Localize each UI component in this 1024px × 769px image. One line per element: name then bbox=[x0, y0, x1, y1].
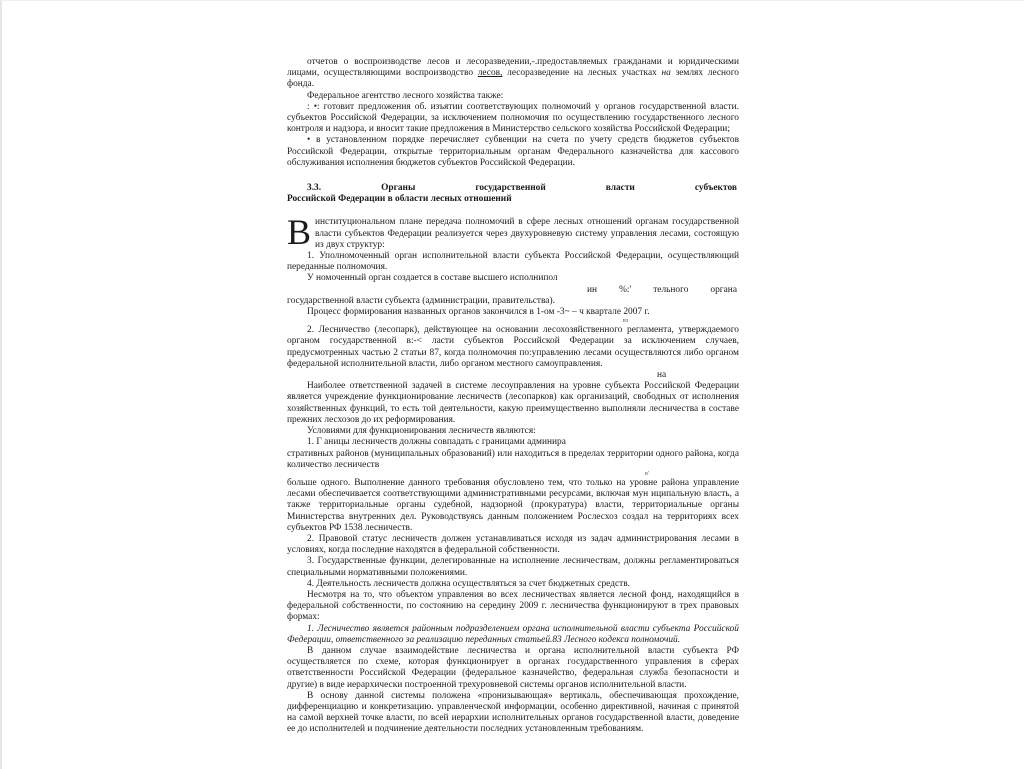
fragment-token: ин bbox=[587, 284, 598, 295]
paragraph-formation-process: Процесс формирования названных органов закончился в 1-ом -3~ – ч квартале 2007 г. bbox=[307, 307, 650, 318]
paragraph-state-functions: 3. Государственные функции, делегированные на исполнение лесничествам, должны регламентироваться специальными нормативными положениями. bbox=[287, 556, 739, 578]
heading-word: Органы bbox=[381, 183, 416, 194]
text-column bbox=[287, 1, 739, 736]
paragraph-federal-agency: Федеральное агентство лесного хозяйства также: bbox=[307, 90, 504, 101]
paragraph-authorized-body: 1. Уполномоченный орган исполнительной власти субъекта Российской Федерации, осуществляющий переданные полномочия. bbox=[287, 251, 739, 273]
section-number: 3.3. bbox=[307, 183, 322, 194]
tiny-artifact-mark: в' bbox=[645, 470, 649, 477]
paragraph-text: институциональном плане передача полномочий в сфере лесных отношений органам государственной власти субъектов Федерации реализуется через двухуровневую систему управления лесами, состоящую из двух структур: bbox=[315, 217, 739, 250]
dropcap-letter: В bbox=[287, 212, 312, 253]
text-fragment-line bbox=[587, 285, 739, 296]
paragraph-vertical-system: В основу данной системы положена «пронизывающая» вертикаль, обеспечивающая прохождение, дифференциацию и конкретизацию. управленческой информации, особенно директивной, начиная с принятой на самой верхней точке власти, по всей иерархии исполнительных органов государственной власти, доведение ее до исполнителей и подчинение деятельности последних установленным требованиям. bbox=[287, 690, 739, 735]
tiny-artifact-mark: вз bbox=[623, 318, 629, 325]
italic-text: на bbox=[661, 68, 671, 79]
paragraph-legal-form-italic: 1. Лесничество является районным подразделением органа исполнительной власти субъекта Российской Федерации, ответственного за реализацию переданных статьей.83 Лесного кодекса полномочий. bbox=[287, 623, 739, 645]
paragraph-reforestation-reports bbox=[287, 57, 739, 91]
section-heading-line2: Российской Федерации в области лесных отношений bbox=[287, 194, 512, 205]
paragraph-boundaries: 1. Г аницы лесничеств должны совпадать с границами админира bbox=[307, 437, 566, 448]
heading-word: субъектов bbox=[694, 183, 737, 194]
section-heading bbox=[287, 183, 739, 205]
paragraph-legal-status: 2. Правовой статус лесничеств должен устанавливаться исходя из задач администрирования лесами в условиях, когда последние находятся в федеральной собственности. bbox=[287, 533, 739, 556]
paragraph-budget-funds: 4. Деятельность лесничеств должна осуществляться за счет бюджетных средств. bbox=[307, 578, 631, 589]
paragraph-despite: Несмотря на то, что объектом управления во всех лесничествах является лесной фонд, находящийся в федеральной собственности, по состоянию на середину 2009 г. лесничества функционируют в трех правовых формах: bbox=[287, 589, 739, 623]
heading-word: власти bbox=[605, 183, 635, 194]
fragment-token: тельного bbox=[653, 284, 689, 295]
paragraph-state-power: государственной власти субъекта (администрации, правительства). bbox=[287, 295, 555, 306]
underlined-text: лесов, bbox=[477, 68, 503, 79]
paragraph-body-created: У номоченный орган создается в составе высшего исполнипол bbox=[307, 273, 558, 284]
fragment-token: %:' bbox=[619, 284, 632, 295]
paragraph-text: лесоразведение на лесных участках bbox=[502, 68, 662, 79]
paragraph-administrative-districts: стративных районов (муниципальных образований) или находиться в пределах территории одного района, когда количество лесничеств bbox=[287, 448, 739, 470]
heading-word: государственной bbox=[475, 183, 546, 194]
paragraph-text: отчетов о воспроизводстве лесов и лесоразведении,-.предоставляемых гражданами и юридическими лицами, осуществляющими воспроизводство bbox=[287, 57, 739, 79]
stray-word-line: на bbox=[657, 370, 667, 381]
paragraph-responsible-task: Наиболее ответственной задачей в системе лесоуправления на уровне субъекта Российской Федерации является учреждение функционирование лесничеств (лесопарков) как организаций, свободных от исполнения хозяйственных функций, то есть той деятельности, какую преимущественно выполняли лесничества в составе прежних лесхозов до их реформирования. bbox=[287, 381, 739, 425]
fragment-token: органа bbox=[710, 284, 737, 295]
paragraph-interaction-scheme: В данном случае взаимодействие лесничества и органа исполнительной власти субъекта РФ осуществляется по схеме, которая функционирует в органах государственного управления в сферах ответственности Российской Федерации (федеральное казначейство, федеральная служба безопасности и другие) в виде иерархически построенной трехуровневой системы органов исполнительной власти. bbox=[287, 645, 739, 690]
paragraph-institutional-dropcap bbox=[287, 212, 739, 253]
paragraph-bullet-proposals: : •: готовит предложения об. изъятии соответствующих полномочий у органов государственной власти. субъектов Российской Федерации, за исключением полномочия по осуществлению государственного лесного контроля и надзора, и вносит такие предложения в Министерство сельского хозяйства Российской Федерации; bbox=[287, 101, 739, 135]
paragraph-text: землях лесного фонда. bbox=[287, 68, 739, 90]
paragraph-conditions: Условиями для функционирования лесничеств являются: bbox=[307, 426, 536, 437]
paragraph-bullet-subventions: • в установленном порядке перечисляет субвенции на счета по учету средств бюджетов субъектов Российской Федерации, открытые территориальным органам Федерального казначейства для кассового обслуживания исполнения бюджетов субъектов Российской Федерации. bbox=[287, 135, 739, 168]
section-heading-line1 bbox=[287, 183, 739, 194]
paragraph-more-than-one: больше одного. Выполнение данного требования обусловлено тем, что только на уровне района управление лесами обеспечивается соответствующими административными ресурсами, включая мун иципальную власть, а также территориальные органы судебной, надзорной (прокуратура) власти, территориальные органы Министерства внутренних дел. Руководствуясь данным положением Рослесхоз создал на территориях всех субъектов РФ 1538 лесничеств. bbox=[287, 477, 739, 533]
paragraph-forestry-district: 2. Лесничество (лесопарк), действующее на основании лесохозяйственного регламента, утверждаемого органом государственной в:-< ласти субъектов Российской Федерации за исключением случаев, предусмотренных частью 2 статьи 87, когда полномочия по:управлению лесами осуществляются либо органом федеральной исполнительной власти, либо органом местного самоуправления. bbox=[287, 325, 739, 369]
